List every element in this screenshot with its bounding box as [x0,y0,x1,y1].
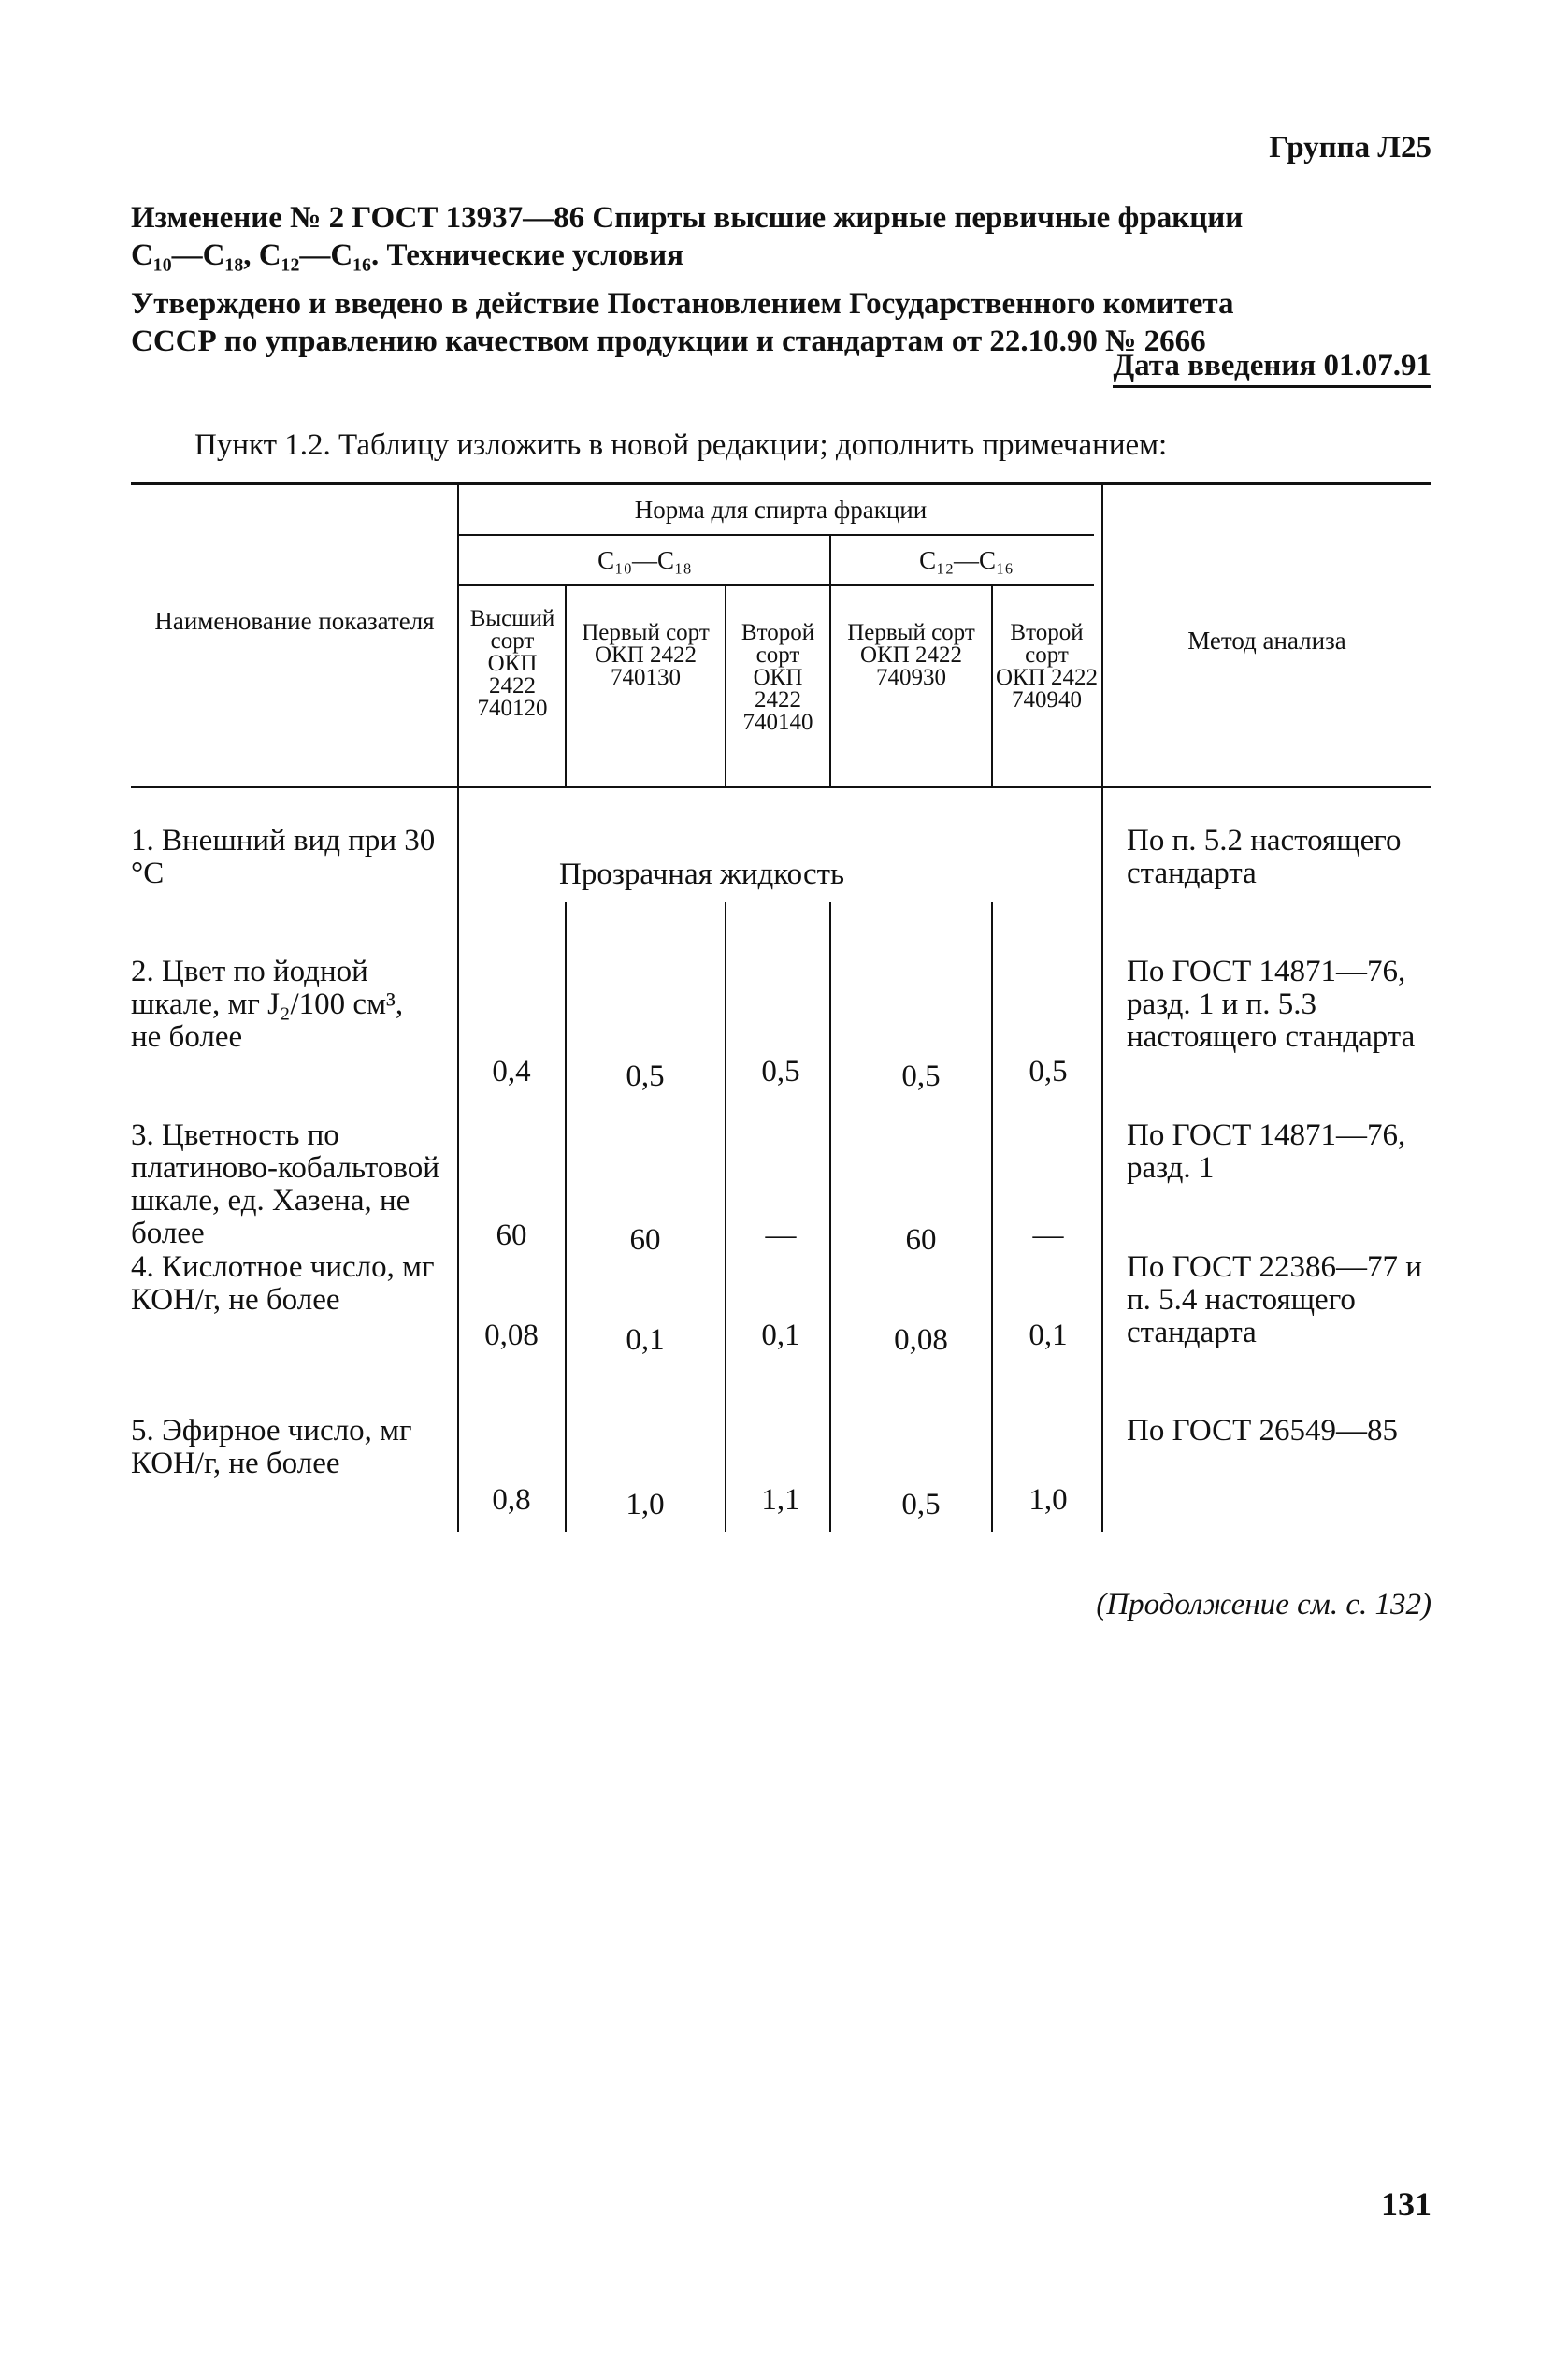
grade-name: Второй сорт [1010,620,1084,668]
row-2-value-3: 0,5 [761,1055,800,1088]
grade-okp: ОКП 2422 740140 [742,665,813,735]
table-top-rule [131,482,1431,485]
row-5-value-5: 1,0 [1029,1483,1068,1517]
continuation-note: (Продолжение см. с. 132) [1096,1588,1431,1622]
clause-text: Пункт 1.2. Таблицу изложить в новой редакции; дополнить примечанием: [194,428,1168,462]
header-fraction-1: С₁₀—С₁₈ [597,546,692,574]
row-4-value-1: 0,08 [484,1319,539,1352]
change-title-line1: Изменение № 2 ГОСТ 13937—86 Спирты высшие жирные первичные фракции [131,201,1244,235]
row-2-method: По ГОСТ 14871—76, разд. 1 и п. 5.3 настоящего стандарта [1127,955,1416,1054]
row-5-name: 5. Эфирное число, мг КОН/г, не более [131,1414,412,1480]
grade-name: Первый сорт [582,620,710,645]
row-3-name: 3. Цветность по платиново-кобальтовой шкале, ед. Хазена, не более [131,1118,439,1250]
grade-okp: ОКП 2422 740120 [477,651,548,721]
group-label: Группа Л25 [1269,131,1431,165]
grade-okp: ОКП 2422 740940 [995,665,1099,713]
change-title-line2: С₁₀—С₁₈, С₁₂—С₁₆. Технические условия [131,238,683,272]
row-3-value-4: 60 [905,1223,937,1257]
grade-name: Первый сорт [847,620,975,645]
grade-name: Второй сорт [741,620,815,668]
header-norm: Норма для спирта фракции [634,496,928,524]
row-4-value-3: 0,1 [761,1319,800,1352]
grade-name: Высший сорт [469,606,555,654]
row-2-value-1: 0,4 [492,1055,531,1088]
row-1-method: По п. 5.2 настоящего стандарта [1127,824,1402,890]
vrule-g1 [565,586,567,786]
header-bottom-rule [131,786,1431,788]
grade-col-4 [833,622,989,689]
row-5-value-3: 1,1 [761,1483,800,1517]
norm-header-rule [458,534,1094,536]
grade-col-2 [568,622,723,689]
row-4-value-2: 0,1 [626,1323,665,1357]
row-5-value-1: 0,8 [492,1483,531,1517]
row-1-merged-value: Прозрачная жидкость [559,858,845,891]
vrule-body-g3 [829,902,831,1532]
fraction-header-rule [458,584,1094,586]
row-5-value-4: 0,5 [901,1488,941,1521]
approval-line2: СССР по управлению качеством продукции и стандартам от 22.10.90 № 2666 [131,324,1206,358]
approval-line1: Утверждено и введено в действие Постановлением Государственного комитета [131,287,1234,321]
grade-col-5 [994,622,1100,712]
row-3-value-5: — [1032,1218,1064,1252]
row-3-value-3: — [765,1218,797,1252]
header-method: Метод анализа [1187,627,1346,655]
row-2-value-2: 0,5 [626,1059,665,1093]
row-3-value-2: 60 [629,1223,661,1257]
row-4-value-5: 0,1 [1029,1319,1068,1352]
header-fraction-2: С₁₂—С₁₆ [919,546,1014,574]
introduction-date: Дата введения 01.07.91 [1113,349,1431,388]
grade-col-1 [462,608,563,720]
vrule-g4 [991,586,993,786]
row-4-value-4: 0,08 [894,1323,948,1357]
grade-okp: ОКП 2422 740130 [594,642,698,690]
row-3-value-1: 60 [496,1218,527,1252]
vrule-g2 [725,586,726,786]
vrule-body-1 [457,788,459,1532]
vrule-body-g2 [725,902,726,1532]
vrule-body-g4 [991,902,993,1532]
row-3-method: По ГОСТ 14871—76, разд. 1 [1127,1118,1406,1185]
row-2-name: 2. Цвет по йодной шкале, мг J₂/100 см³, не более [131,955,404,1054]
vrule-1 [457,485,459,786]
change-title [131,199,1431,274]
row-2-value-5: 0,5 [1029,1055,1068,1088]
vrule-body-g1 [565,902,567,1532]
row-5-method: По ГОСТ 26549—85 [1127,1414,1398,1448]
header-indicator: Наименование показателя [154,607,435,635]
row-4-name: 4. Кислотное число, мг КОН/г, не более [131,1250,435,1317]
row-2-value-4: 0,5 [901,1059,941,1093]
grade-okp: ОКП 2422 740930 [859,642,963,690]
grade-col-3 [728,622,827,734]
page-number: 131 [1381,2185,1431,2223]
row-1-name: 1. Внешний вид при 30 °С [131,824,436,890]
row-5-value-2: 1,0 [626,1488,665,1521]
vrule-body-method [1101,788,1103,1532]
row-4-method: По ГОСТ 22386—77 и п. 5.4 настоящего стандарта [1127,1250,1422,1349]
